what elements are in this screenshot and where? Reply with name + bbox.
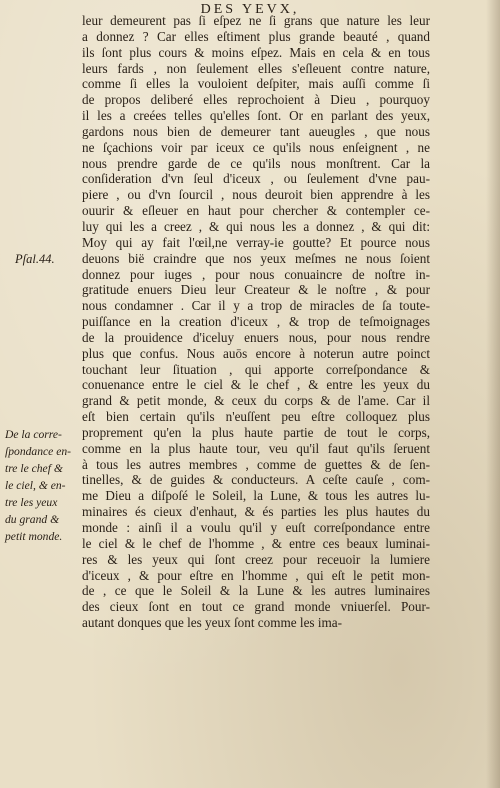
- margin-note-psalm: Pſal.44.: [15, 252, 55, 266]
- text-line: comme en la plus haute tour, veu qu'il faut qu'ils ſeruent: [82, 440, 430, 456]
- text-line: nous condamner . Car il y a trop de miracles de ſa toute-: [82, 298, 430, 314]
- text-line: puiſſance en la creation d'iceux , & trop de teſmoignages: [82, 314, 430, 330]
- text-line: minaires és cieux d'enhaut, & és parties les plus hautes du: [82, 504, 430, 520]
- text-line: ouurir & eſleuer en haut pour chercher & contempler ce-: [82, 203, 430, 219]
- text-line: piere , ou d'vn ſourcil , nous deuroit bien apprendre à les: [82, 187, 430, 203]
- text-line: luy qui les a creez , & qui nous les a donnez , & qui dit:: [82, 218, 430, 234]
- text-line: conſideration d'vn ſeul d'iceux , ou ſeulement d'vne pau-: [82, 171, 430, 187]
- text-line: des cieux ſont en tout ce grand monde vniuerſel. Pour-: [82, 599, 430, 615]
- text-line: comme ſi elles la vouloient deſpiter, mais auſſi comme ſi: [82, 76, 430, 92]
- text-line: de propos deliberé elles reprochoient à Dieu , pourquoy: [82, 92, 430, 108]
- margin-note-line: du grand &: [5, 513, 60, 526]
- margin-note-line: De la corre-: [5, 428, 62, 441]
- text-line: gardons nous bien de demeurer tant aueugles , que nous: [82, 123, 430, 139]
- text-line: leurs fards , non ſeulement elles s'eſleuent contre nature,: [82, 60, 430, 76]
- text-line: d'iceux , & pour eſtre en l'homme , qui eſt le petit mon-: [82, 567, 430, 583]
- text-line: proprement qu'en la plus haute partie de tout le corps,: [82, 424, 430, 440]
- text-line: ne ſçachions voir par iceux ce qu'ils nous enſeignent , ne: [82, 139, 430, 155]
- text-line: leur demeurent pas ſi eſpez ne ſi grans que nature les leur: [82, 13, 430, 28]
- text-line: touchant leur ſituation , qui apporte correſpondance &: [82, 361, 430, 377]
- text-line: donnez pour iuges , pour nous conuaincre de noſtre in-: [82, 266, 430, 282]
- running-head: DES YEVX,: [200, 2, 300, 17]
- text-line: à tous les autres membres , comme de guettes & de ſen-: [82, 456, 430, 472]
- text-line: plus que confus. Nous auōs encore à noterun autre poinct: [82, 345, 430, 361]
- text-line: a donnez ? Car elles eſtiment plus grande beauté , quand: [82, 28, 430, 44]
- text-line: tinelles, & de guides & conducteurs. A ceſte cauſe , com-: [82, 472, 430, 488]
- margin-note-line: tre les yeux: [5, 496, 58, 509]
- text-line: grand & petit monde, & ceux du corps & de l'ame. Car il: [82, 393, 430, 409]
- margin-note-line: petit monde.: [5, 530, 63, 543]
- text-line: de , ce que le Soleil & la Lune & les autres luminaires: [82, 583, 430, 599]
- text-line: deuons bië craindre que nos yeux meſmes ne nous ſoient: [82, 250, 430, 266]
- text-line: le ciel & le chef de l'homme , & entre ces beaux luminai-: [82, 535, 430, 551]
- text-line: il les a creées telles qu'elles ſont. Or en parlant des yeux,: [82, 108, 430, 124]
- text-line: me Dieu a diſpoſé le Soleil, la Lune, & tous les autres lu-: [82, 488, 430, 504]
- margin-note-correspondence: [5, 426, 71, 545]
- margin-note-line: le ciel, & en-: [5, 479, 66, 492]
- text-line: conuenance entre le ciel & le chef , & entre les yeux du: [82, 377, 430, 393]
- margin-note-line: tre le chef &: [5, 462, 63, 475]
- text-line: autant donques que les yeux ſont comme les ima-: [82, 615, 343, 631]
- text-line: gratitude enuers Dieu leur Createur & le noſtre , & pour: [82, 282, 430, 298]
- page-edge-shadow: [486, 0, 500, 788]
- margin-note-line: ſpondance en-: [5, 445, 71, 458]
- body-text: [82, 13, 430, 631]
- text-line: res & les yeux qui ſont creez pour receuoir la lumiere: [82, 551, 430, 567]
- text-line: nous prendre garde de ce qu'ils nous monſtrent. Car la: [82, 155, 430, 171]
- text-line: monde : ainſi il a voulu qu'il y euſt correſpondance entre: [82, 520, 430, 535]
- text-line: ils ſont plus cours & moins eſpez. Mais en cela & en tous: [82, 44, 430, 60]
- text-line: Moy qui ay fait l'œil,ne verray-ie goutte? Et pource nous: [82, 234, 430, 250]
- text-line: eſt bien certain qu'ils n'euſſent peu eſtre colloquez plus: [82, 409, 430, 425]
- text-line: de la prouidence d'iceluy enuers nous, pour nous rendre: [82, 329, 430, 345]
